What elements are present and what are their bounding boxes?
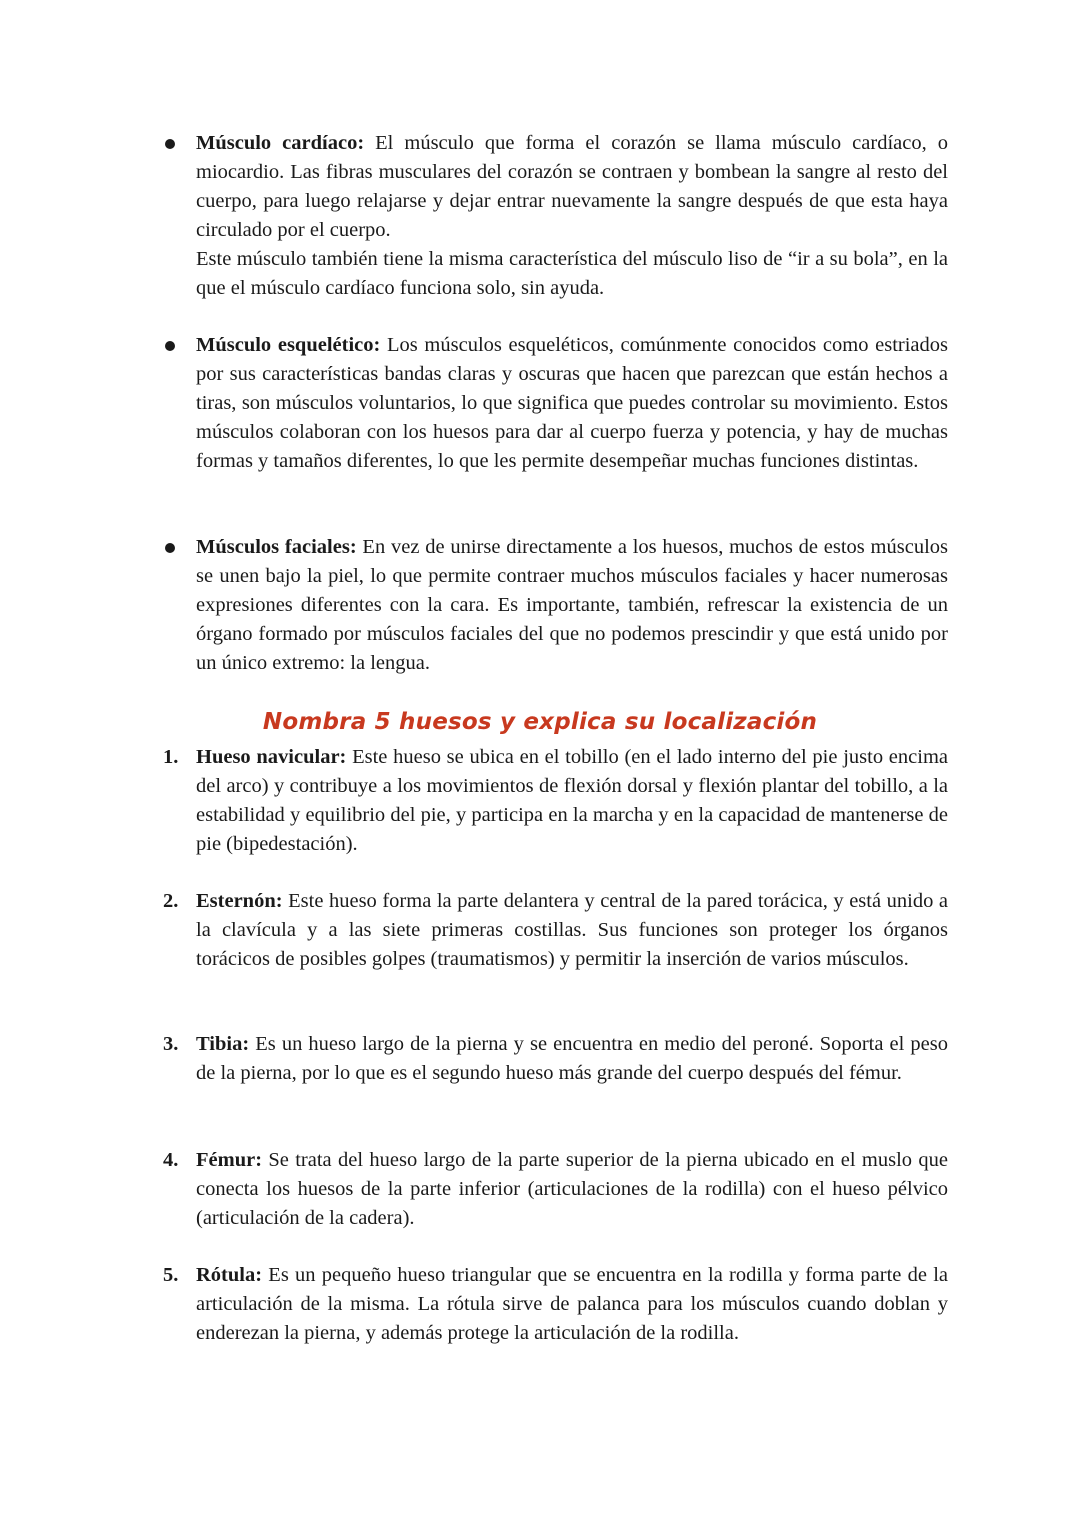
bone-description: Es un pequeño hueso triangular que se encuentra en la rodilla y forma parte de la articulación de la misma. La rótula sirve de palanca para los músculos cuando doblan y enderezan la pierna, y además protege la articulación de la rodilla. — [196, 1264, 948, 1344]
muscle-item-cardiac — [196, 129, 948, 302]
bone-term: Rótula: — [196, 1264, 263, 1286]
bone-item-femur — [196, 1146, 948, 1233]
muscle-item-skeletal — [196, 331, 948, 476]
bullet-icon — [165, 543, 175, 553]
muscle-item-facial — [196, 533, 948, 678]
muscle-term: Músculo cardíaco: — [196, 132, 365, 154]
bone-term: Tibia: — [196, 1033, 250, 1055]
list-number: 3. — [163, 1033, 179, 1055]
list-number: 2. — [163, 890, 179, 912]
bone-term: Fémur: — [196, 1149, 263, 1171]
bone-item-patella — [196, 1261, 948, 1348]
section-heading: Nombra 5 huesos y explica su localización — [262, 709, 818, 735]
bone-item-navicular — [196, 743, 948, 859]
list-number: 4. — [163, 1149, 179, 1171]
bone-term: Esternón: — [196, 890, 283, 912]
muscle-extra-note: Este músculo también tiene la misma característica del músculo liso de “ir a su bola”, en la que el músculo cardíaco funciona solo, sin ayuda. — [196, 247, 948, 299]
bone-description: Es un hueso largo de la pierna y se encuentra en medio del peroné. Soporta el peso de la pierna, por lo que es el segundo hueso más grande del cuerpo después del fémur. — [196, 1033, 948, 1084]
muscle-description: El músculo que forma el corazón se llama músculo cardíaco, o miocardio. Las fibras musculares del corazón se contraen y bombean la sangre al resto del cuerpo, para luego relajarse y dejar entrar nuevamente la sangre después de que esta haya circulado por el cuerpo. — [196, 132, 948, 241]
bone-item-tibia — [196, 1030, 948, 1088]
muscle-term: Músculo esquelético: — [196, 334, 381, 356]
bone-term: Hueso navicular: — [196, 746, 347, 768]
muscle-term: Músculos faciales: — [196, 536, 357, 558]
bone-description: Este hueso forma la parte delantera y central de la pared torácica, y está unido a la clavícula y a las siete primeras costillas. Sus funciones son proteger los órganos torácicos de posibles golpes (traumatismos) y permitir la inserción de varios músculos. — [196, 890, 948, 970]
list-number: 1. — [163, 746, 179, 768]
muscle-description: En vez de unirse directamente a los huesos, muchos de estos músculos se unen bajo la piel, lo que permite contraer muchos músculos faciales y hacer numerosas expresiones diferentes con la cara. Es importante, también, refrescar la existencia de un órgano formado por músculos faciales del que no podemos prescindir y que está unido por un único extremo: la lengua. — [196, 536, 948, 674]
bone-description: Este hueso se ubica en el tobillo (en el lado interno del pie justo encima del arco) y contribuye a los movimientos de flexión dorsal y flexión plantar del tobillo, a la estabilidad y equilibrio del pie, y participa en la marcha y en la capacidad de mantenerse de pie (bipedestación). — [196, 746, 948, 855]
bullet-icon — [165, 341, 175, 351]
bone-item-sternum — [196, 887, 948, 974]
muscle-description: Los músculos esqueléticos, comúnmente conocidos como estriados por sus características bandas claras y oscuras que hacen que parezcan que están hechos a tiras, son músculos voluntarios, lo que significa que puedes controlar su movimiento. Estos músculos colaboran con los huesos para dar al cuerpo fuerza y potencia, y hay de muchas formas y tamaños diferentes, lo que les permite desempeñar muchas funciones distintas. — [196, 334, 948, 472]
list-number: 5. — [163, 1264, 179, 1286]
bullet-icon — [165, 139, 175, 149]
bone-description: Se trata del hueso largo de la parte superior de la pierna ubicado en el muslo que conecta los huesos de la parte inferior (articulaciones de la rodilla) con el hueso pélvico (articulación de la cadera). — [196, 1149, 948, 1229]
